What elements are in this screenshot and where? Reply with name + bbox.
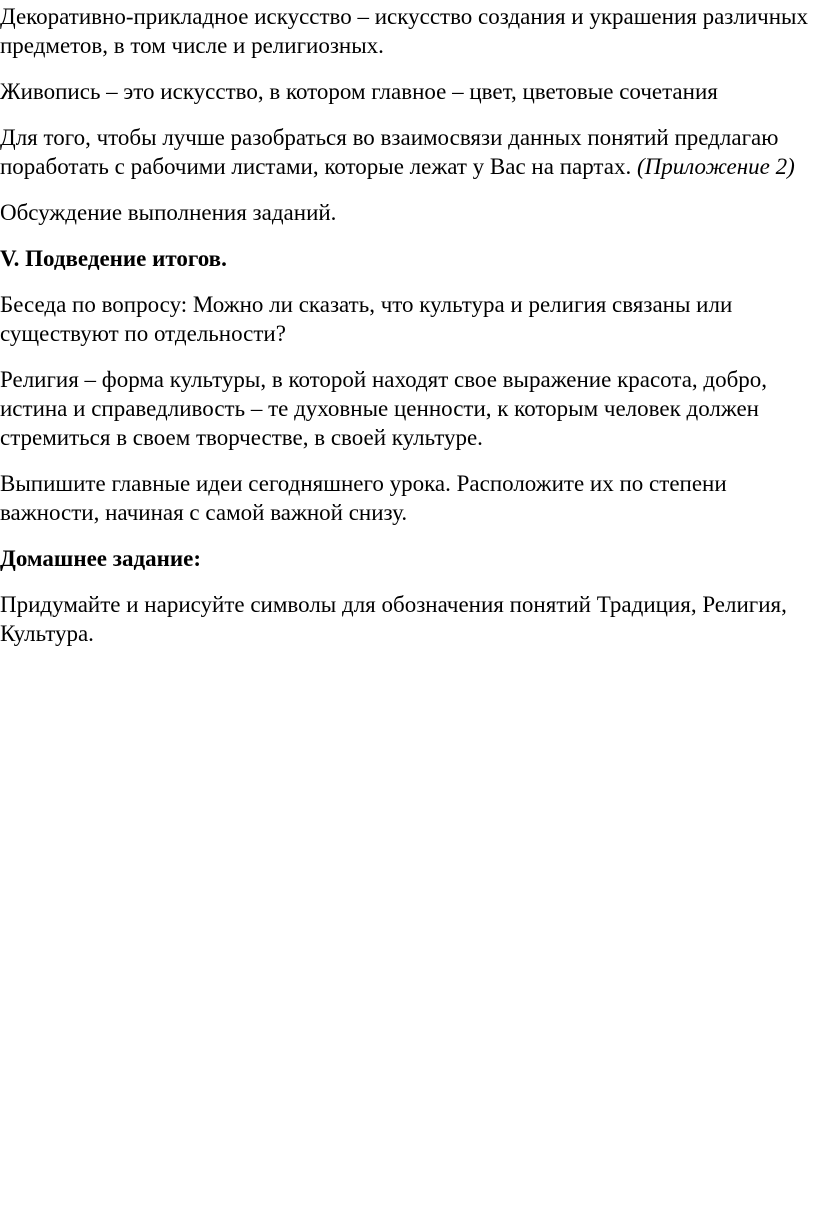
- paragraph-main-ideas: Выпишите главные идеи сегодняшнего урока. Расположите их по степени важности, начиная с самой важной снизу.: [0, 471, 727, 525]
- homework-heading: Домашнее задание:: [0, 546, 201, 571]
- paragraph-religion-definition: Религия – форма культуры, в которой находят свое выражение красота, добро, истина и справедливость – те духовные ценности, к которым человек должен стремиться в своем творчестве, в своей культуре.: [0, 367, 768, 450]
- paragraph-discussion: Обсуждение выполнения заданий.: [0, 200, 337, 225]
- paragraph-worksheets: [0, 123, 816, 181]
- section-heading-summary: V. Подведение итогов.: [0, 246, 227, 271]
- paragraph-worksheets-text: Для того, чтобы лучше разобраться во взаимосвязи данных понятий предлагаю поработать с рабочими листами, которые лежат у Вас на партах.: [0, 125, 779, 179]
- paragraph-conversation-question: Беседа по вопросу: Можно ли сказать, что культура и религия связаны или существуют по отдельности?: [0, 292, 733, 346]
- appendix-reference: (Приложение 2): [636, 154, 795, 179]
- paragraph-decorative-art: Декоративно-прикладное искусство – искусство создания и украшения различных предметов, в том числе и религиозных.: [0, 4, 808, 58]
- paragraph-homework: Придумайте и нарисуйте символы для обозначения понятий Традиция, Религия, Культура.: [0, 592, 787, 646]
- paragraph-painting: Живопись – это искусство, в котором главное – цвет, цветовые сочетания: [0, 79, 718, 104]
